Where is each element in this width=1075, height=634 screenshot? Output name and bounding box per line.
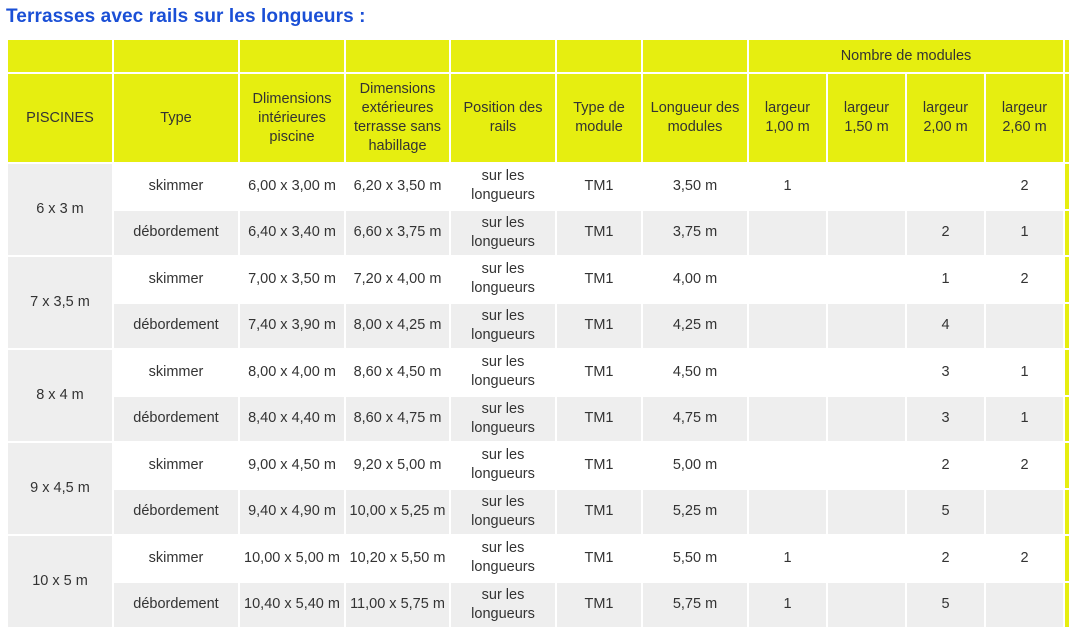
cell-type-module: TM1	[557, 397, 641, 442]
table-row	[8, 164, 1069, 209]
table-row	[8, 257, 1069, 302]
cell-largeur-150	[828, 490, 905, 535]
row-edge	[1065, 536, 1069, 581]
header-blank-cell	[114, 40, 238, 72]
cell-type: débordement	[114, 397, 238, 442]
pool-terrace-table	[6, 38, 1071, 629]
cell-longueur: 5,75 m	[643, 583, 747, 628]
header-largeur-260: largeur 2,60 m	[986, 74, 1063, 162]
cell-type-module: TM1	[557, 490, 641, 535]
page-title: Terrasses avec rails sur les longueurs :	[6, 6, 366, 27]
header-blank-cell	[451, 40, 555, 72]
cell-largeur-150	[828, 304, 905, 349]
cell-largeur-260: 2	[986, 536, 1063, 581]
cell-type: débordement	[114, 211, 238, 256]
row-edge	[1065, 397, 1069, 442]
cell-dim-int: 9,40 x 4,90 m	[240, 490, 344, 535]
header-blank-cell	[557, 40, 641, 72]
cell-largeur-200: 3	[907, 397, 984, 442]
cell-type-module: TM1	[557, 443, 641, 488]
cell-largeur-200: 2	[907, 211, 984, 256]
header-position: Position des rails	[451, 74, 555, 162]
cell-largeur-150	[828, 211, 905, 256]
header-largeur-100: largeur 1,00 m	[749, 74, 826, 162]
cell-type-module: TM1	[557, 350, 641, 395]
cell-largeur-200: 3	[907, 350, 984, 395]
cell-largeur-150	[828, 164, 905, 209]
row-edge	[1065, 350, 1069, 395]
cell-pool-size: 7 x 3,5 m	[8, 257, 112, 348]
cell-dim-ext: 8,60 x 4,75 m	[346, 397, 449, 442]
cell-largeur-150	[828, 583, 905, 628]
cell-type: skimmer	[114, 350, 238, 395]
header-blank-cell	[240, 40, 344, 72]
header-longueur: Longueur des modules	[643, 74, 747, 162]
header-type: Type	[114, 74, 238, 162]
header-modules-group: Nombre de modules	[749, 40, 1063, 72]
cell-longueur: 4,75 m	[643, 397, 747, 442]
cell-largeur-260: 2	[986, 257, 1063, 302]
cell-largeur-150	[828, 350, 905, 395]
cell-position: sur les longueurs	[451, 397, 555, 442]
cell-dim-ext: 8,00 x 4,25 m	[346, 304, 449, 349]
header-blank-cell	[8, 40, 112, 72]
table-row	[8, 397, 1069, 442]
header-blank-cell	[643, 40, 747, 72]
row-edge	[1065, 583, 1069, 628]
cell-largeur-100	[749, 257, 826, 302]
row-edge	[1065, 443, 1069, 488]
cell-dim-int: 7,00 x 3,50 m	[240, 257, 344, 302]
cell-position: sur les longueurs	[451, 583, 555, 628]
cell-largeur-200: 4	[907, 304, 984, 349]
cell-pool-size: 6 x 3 m	[8, 164, 112, 255]
cell-largeur-200: 1	[907, 257, 984, 302]
header-largeur-200: largeur 2,00 m	[907, 74, 984, 162]
table-row	[8, 583, 1069, 628]
cell-largeur-100: 1	[749, 536, 826, 581]
cell-dim-ext: 10,00 x 5,25 m	[346, 490, 449, 535]
cell-position: sur les longueurs	[451, 211, 555, 256]
cell-position: sur les longueurs	[451, 443, 555, 488]
cell-position: sur les longueurs	[451, 536, 555, 581]
table-row	[8, 490, 1069, 535]
cell-largeur-260: 2	[986, 443, 1063, 488]
cell-position: sur les longueurs	[451, 350, 555, 395]
cell-dim-int: 9,00 x 4,50 m	[240, 443, 344, 488]
cell-largeur-260: 2	[986, 164, 1063, 209]
cell-longueur: 3,50 m	[643, 164, 747, 209]
table-row	[8, 304, 1069, 349]
cell-largeur-200	[907, 164, 984, 209]
cell-type: débordement	[114, 583, 238, 628]
table-row	[8, 536, 1069, 581]
cell-pool-size: 8 x 4 m	[8, 350, 112, 441]
table-row	[8, 350, 1069, 395]
cell-dim-ext: 6,60 x 3,75 m	[346, 211, 449, 256]
row-edge	[1065, 490, 1069, 535]
table-row	[8, 443, 1069, 488]
cell-dim-int: 6,40 x 3,40 m	[240, 211, 344, 256]
cell-largeur-150	[828, 443, 905, 488]
cell-type-module: TM1	[557, 583, 641, 628]
cell-largeur-260	[986, 583, 1063, 628]
cell-largeur-100	[749, 350, 826, 395]
cell-longueur: 4,25 m	[643, 304, 747, 349]
cell-position: sur les longueurs	[451, 164, 555, 209]
cell-dim-ext: 8,60 x 4,50 m	[346, 350, 449, 395]
header-blank-cell	[346, 40, 449, 72]
cell-largeur-100	[749, 490, 826, 535]
row-edge	[1065, 304, 1069, 349]
header-edge	[1065, 40, 1069, 72]
cell-largeur-200: 2	[907, 536, 984, 581]
cell-largeur-100	[749, 304, 826, 349]
cell-type-module: TM1	[557, 257, 641, 302]
cell-position: sur les longueurs	[451, 304, 555, 349]
cell-pool-size: 9 x 4,5 m	[8, 443, 112, 534]
cell-type: skimmer	[114, 164, 238, 209]
cell-dim-int: 6,00 x 3,00 m	[240, 164, 344, 209]
table-row	[8, 211, 1069, 256]
cell-longueur: 4,00 m	[643, 257, 747, 302]
cell-type-module: TM1	[557, 304, 641, 349]
cell-dim-ext: 9,20 x 5,00 m	[346, 443, 449, 488]
cell-dim-ext: 10,20 x 5,50 m	[346, 536, 449, 581]
cell-type-module: TM1	[557, 536, 641, 581]
table-body	[8, 164, 1069, 627]
cell-largeur-100	[749, 397, 826, 442]
cell-type: débordement	[114, 490, 238, 535]
cell-type-module: TM1	[557, 211, 641, 256]
row-edge	[1065, 211, 1069, 256]
cell-dim-ext: 11,00 x 5,75 m	[346, 583, 449, 628]
cell-type: débordement	[114, 304, 238, 349]
cell-type: skimmer	[114, 443, 238, 488]
cell-largeur-150	[828, 397, 905, 442]
cell-dim-int: 10,00 x 5,00 m	[240, 536, 344, 581]
cell-largeur-200: 5	[907, 583, 984, 628]
cell-largeur-200: 5	[907, 490, 984, 535]
cell-largeur-260: 1	[986, 211, 1063, 256]
cell-largeur-200: 2	[907, 443, 984, 488]
header-edge	[1065, 74, 1069, 162]
cell-type: skimmer	[114, 257, 238, 302]
cell-dim-int: 8,00 x 4,00 m	[240, 350, 344, 395]
header-largeur-150: largeur 1,50 m	[828, 74, 905, 162]
cell-largeur-150	[828, 536, 905, 581]
cell-longueur: 5,00 m	[643, 443, 747, 488]
header-type-module: Type de module	[557, 74, 641, 162]
cell-position: sur les longueurs	[451, 257, 555, 302]
header-piscines: PISCINES	[8, 74, 112, 162]
row-edge	[1065, 257, 1069, 302]
cell-largeur-100: 1	[749, 164, 826, 209]
cell-dim-ext: 6,20 x 3,50 m	[346, 164, 449, 209]
cell-dim-ext: 7,20 x 4,00 m	[346, 257, 449, 302]
cell-largeur-100: 1	[749, 583, 826, 628]
cell-type: skimmer	[114, 536, 238, 581]
cell-largeur-150	[828, 257, 905, 302]
cell-longueur: 5,50 m	[643, 536, 747, 581]
header-dim-int: Dlimensions intérieures piscine	[240, 74, 344, 162]
cell-dim-int: 7,40 x 3,90 m	[240, 304, 344, 349]
cell-largeur-260: 1	[986, 397, 1063, 442]
cell-largeur-260: 1	[986, 350, 1063, 395]
cell-largeur-260	[986, 304, 1063, 349]
cell-largeur-100	[749, 443, 826, 488]
row-edge	[1065, 164, 1069, 209]
cell-largeur-100	[749, 211, 826, 256]
cell-pool-size: 10 x 5 m	[8, 536, 112, 627]
cell-type-module: TM1	[557, 164, 641, 209]
header-dim-ext: Dimensions extérieures terrasse sans habillage	[346, 74, 449, 162]
cell-longueur: 3,75 m	[643, 211, 747, 256]
cell-dim-int: 10,40 x 5,40 m	[240, 583, 344, 628]
cell-longueur: 5,25 m	[643, 490, 747, 535]
cell-longueur: 4,50 m	[643, 350, 747, 395]
cell-dim-int: 8,40 x 4,40 m	[240, 397, 344, 442]
cell-largeur-260	[986, 490, 1063, 535]
cell-position: sur les longueurs	[451, 490, 555, 535]
